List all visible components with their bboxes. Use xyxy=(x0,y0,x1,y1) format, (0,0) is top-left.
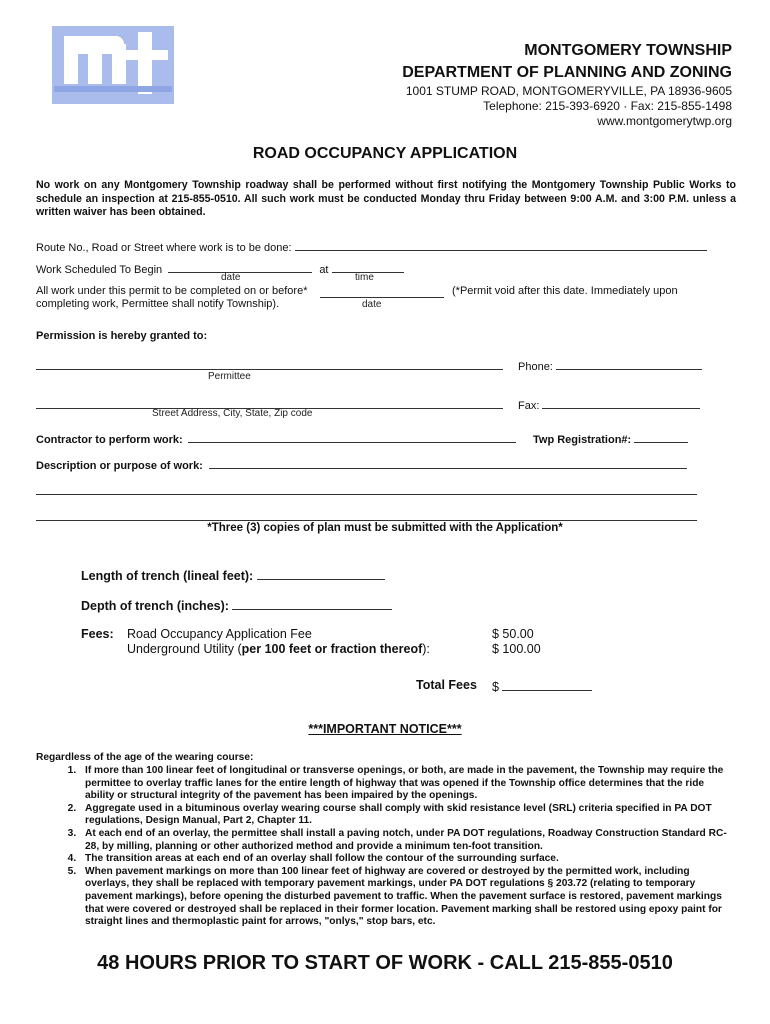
complete-date-input[interactable] xyxy=(320,285,444,298)
time-caption: time xyxy=(355,272,374,283)
address-caption: Street Address, City, State, Zip code xyxy=(152,408,313,419)
notice-list xyxy=(36,765,736,929)
total-fees-field xyxy=(492,678,592,694)
fax-input[interactable] xyxy=(542,396,700,409)
date-caption-2: date xyxy=(362,299,382,310)
total-fees-label: Total Fees xyxy=(416,678,477,692)
fee-item-utility-suffix: ): xyxy=(422,642,430,656)
notice-item: 4. The transition areas at each end of an overlay shall follow the contour of the surrounding surface. xyxy=(79,853,736,866)
page-title: ROAD OCCUPANCY APPLICATION xyxy=(252,145,518,162)
description-label: Description or purpose of work: xyxy=(36,460,203,472)
mt-logo-mark xyxy=(52,26,174,104)
work-begin-label: Work Scheduled To Begin xyxy=(36,264,163,276)
contractor-field xyxy=(36,430,516,446)
intro-paragraph: No work on any Montgomery Township roadway shall be performed without first notifying the Montgomery Township Public Works to schedule an inspection at 215-855-0510. All such work must be conducted Monday thru Friday between 9:00 A.M. and 3:00 P.M. unless a written waiver has been obtained. xyxy=(36,179,736,218)
fee-item-utility-qualifier: per 100 feet or fraction thereof xyxy=(241,642,423,656)
fee-item-utility xyxy=(127,642,430,656)
fax-field xyxy=(518,396,700,412)
work-begin-field xyxy=(36,260,404,276)
description-field xyxy=(36,456,687,472)
complete-label-2: completing work, Permittee shall notify Township). xyxy=(36,298,280,310)
org-website[interactable]: www.montgomerytwp.org xyxy=(597,114,732,128)
contractor-input[interactable] xyxy=(188,430,516,443)
description-input-2[interactable] xyxy=(36,482,697,495)
date-caption: date xyxy=(221,272,241,283)
copies-note: *Three (3) copies of plan must be submitted with the Application* xyxy=(207,522,563,534)
fax-label: Fax: xyxy=(518,400,540,412)
trench-length-field xyxy=(81,567,385,583)
notice-heading: ***IMPORTANT NOTICE*** xyxy=(308,722,462,736)
total-fees-prefix: $ xyxy=(492,680,499,694)
org-name: MONTGOMERY TOWNSHIP xyxy=(524,42,732,59)
trench-depth-input[interactable] xyxy=(232,597,392,610)
fee-amount-utility: $ 100.00 xyxy=(492,642,541,656)
fee-item-application: Road Occupancy Application Fee xyxy=(127,627,312,641)
permit-void-note: (*Permit void after this date. Immediately upon xyxy=(452,285,678,297)
trench-length-label: Length of trench (lineal feet): xyxy=(81,569,254,583)
notice-item: 2. Aggregate used in a bituminous overlay wearing course shall comply with skid resistance level (SRL) criteria specified in PA DOT regulations, Design Manual, Part 2, Chapter 11. xyxy=(79,803,736,828)
complete-label-1: All work under this permit to be completed on or before* xyxy=(36,285,308,297)
route-input[interactable] xyxy=(295,238,707,251)
fee-amount-application: $ 50.00 xyxy=(492,627,534,641)
township-logo xyxy=(52,26,174,104)
dept-name: DEPARTMENT OF PLANNING AND ZONING xyxy=(402,64,732,81)
notice-item: 1. If more than 100 linear feet of longitudinal or transverse openings, or both, are made in the pavement, the Township may require the permittee to overlay traffic lanes for the entire length of highway that was opened if the Township office determines that the ride ability or structural integrity of the pavement has been impaired by the openings. xyxy=(79,765,736,803)
permittee-input[interactable] xyxy=(36,357,503,370)
trench-depth-field xyxy=(81,597,392,613)
twp-registration-label: Twp Registration#: xyxy=(533,434,632,446)
permission-label: Permission is hereby granted to: xyxy=(36,330,208,342)
notice-item: 5. When pavement markings on more than 100 linear feet of highway are covered or destroyed by the permitted work, including overlays, they shall be replaced with temporary pavement markings, under PA DOT regulations § 203.72 (relating to temporary pavement markings), before opening the disturbed pavement to traffic. When the pavement surface is restored, pavement markings that were covered or destroyed shall be replaced in their former location. Pavement marking shall be restored using epoxy paint for straight lines and thermoplastic paint for arrows, "onlys," stop bars, etc. xyxy=(79,866,736,929)
org-address: 1001 STUMP ROAD, MONTGOMERYVILLE, PA 18936-9605 xyxy=(405,84,732,98)
route-field xyxy=(36,238,707,254)
twp-registration-input[interactable] xyxy=(634,430,688,443)
phone-field xyxy=(518,357,702,373)
description-input-3[interactable] xyxy=(36,508,697,521)
total-fees-input[interactable] xyxy=(502,678,592,691)
permittee-caption: Permittee xyxy=(208,371,251,382)
at-label: at xyxy=(319,264,329,276)
description-input-1[interactable] xyxy=(209,456,687,469)
twp-registration-field xyxy=(533,430,688,446)
phone-label: Phone: xyxy=(518,361,553,373)
notice-item: 3. At each end of an overlay, the permittee shall install a paving notch, under PA DOT regulations, Roadway Construction Standard RC-28, by milling, planning or other authorized method and provide a minimum ten-foot transition. xyxy=(79,828,736,853)
fee-item-utility-name: Underground Utility ( xyxy=(127,642,242,656)
phone-input[interactable] xyxy=(556,357,702,370)
footer-call-notice: 48 HOURS PRIOR TO START OF WORK - CALL 215-855-0510 xyxy=(97,952,673,974)
route-label: Route No., Road or Street where work is to be done: xyxy=(36,242,292,254)
trench-depth-label: Depth of trench (inches): xyxy=(81,599,229,613)
notice-lead: Regardless of the age of the wearing course: xyxy=(36,752,254,763)
fees-label: Fees: xyxy=(81,627,114,641)
org-phone: Telephone: 215-393-6920 · Fax: 215-855-1498 xyxy=(483,99,732,113)
trench-length-input[interactable] xyxy=(257,567,385,580)
contractor-label: Contractor to perform work: xyxy=(36,434,183,446)
